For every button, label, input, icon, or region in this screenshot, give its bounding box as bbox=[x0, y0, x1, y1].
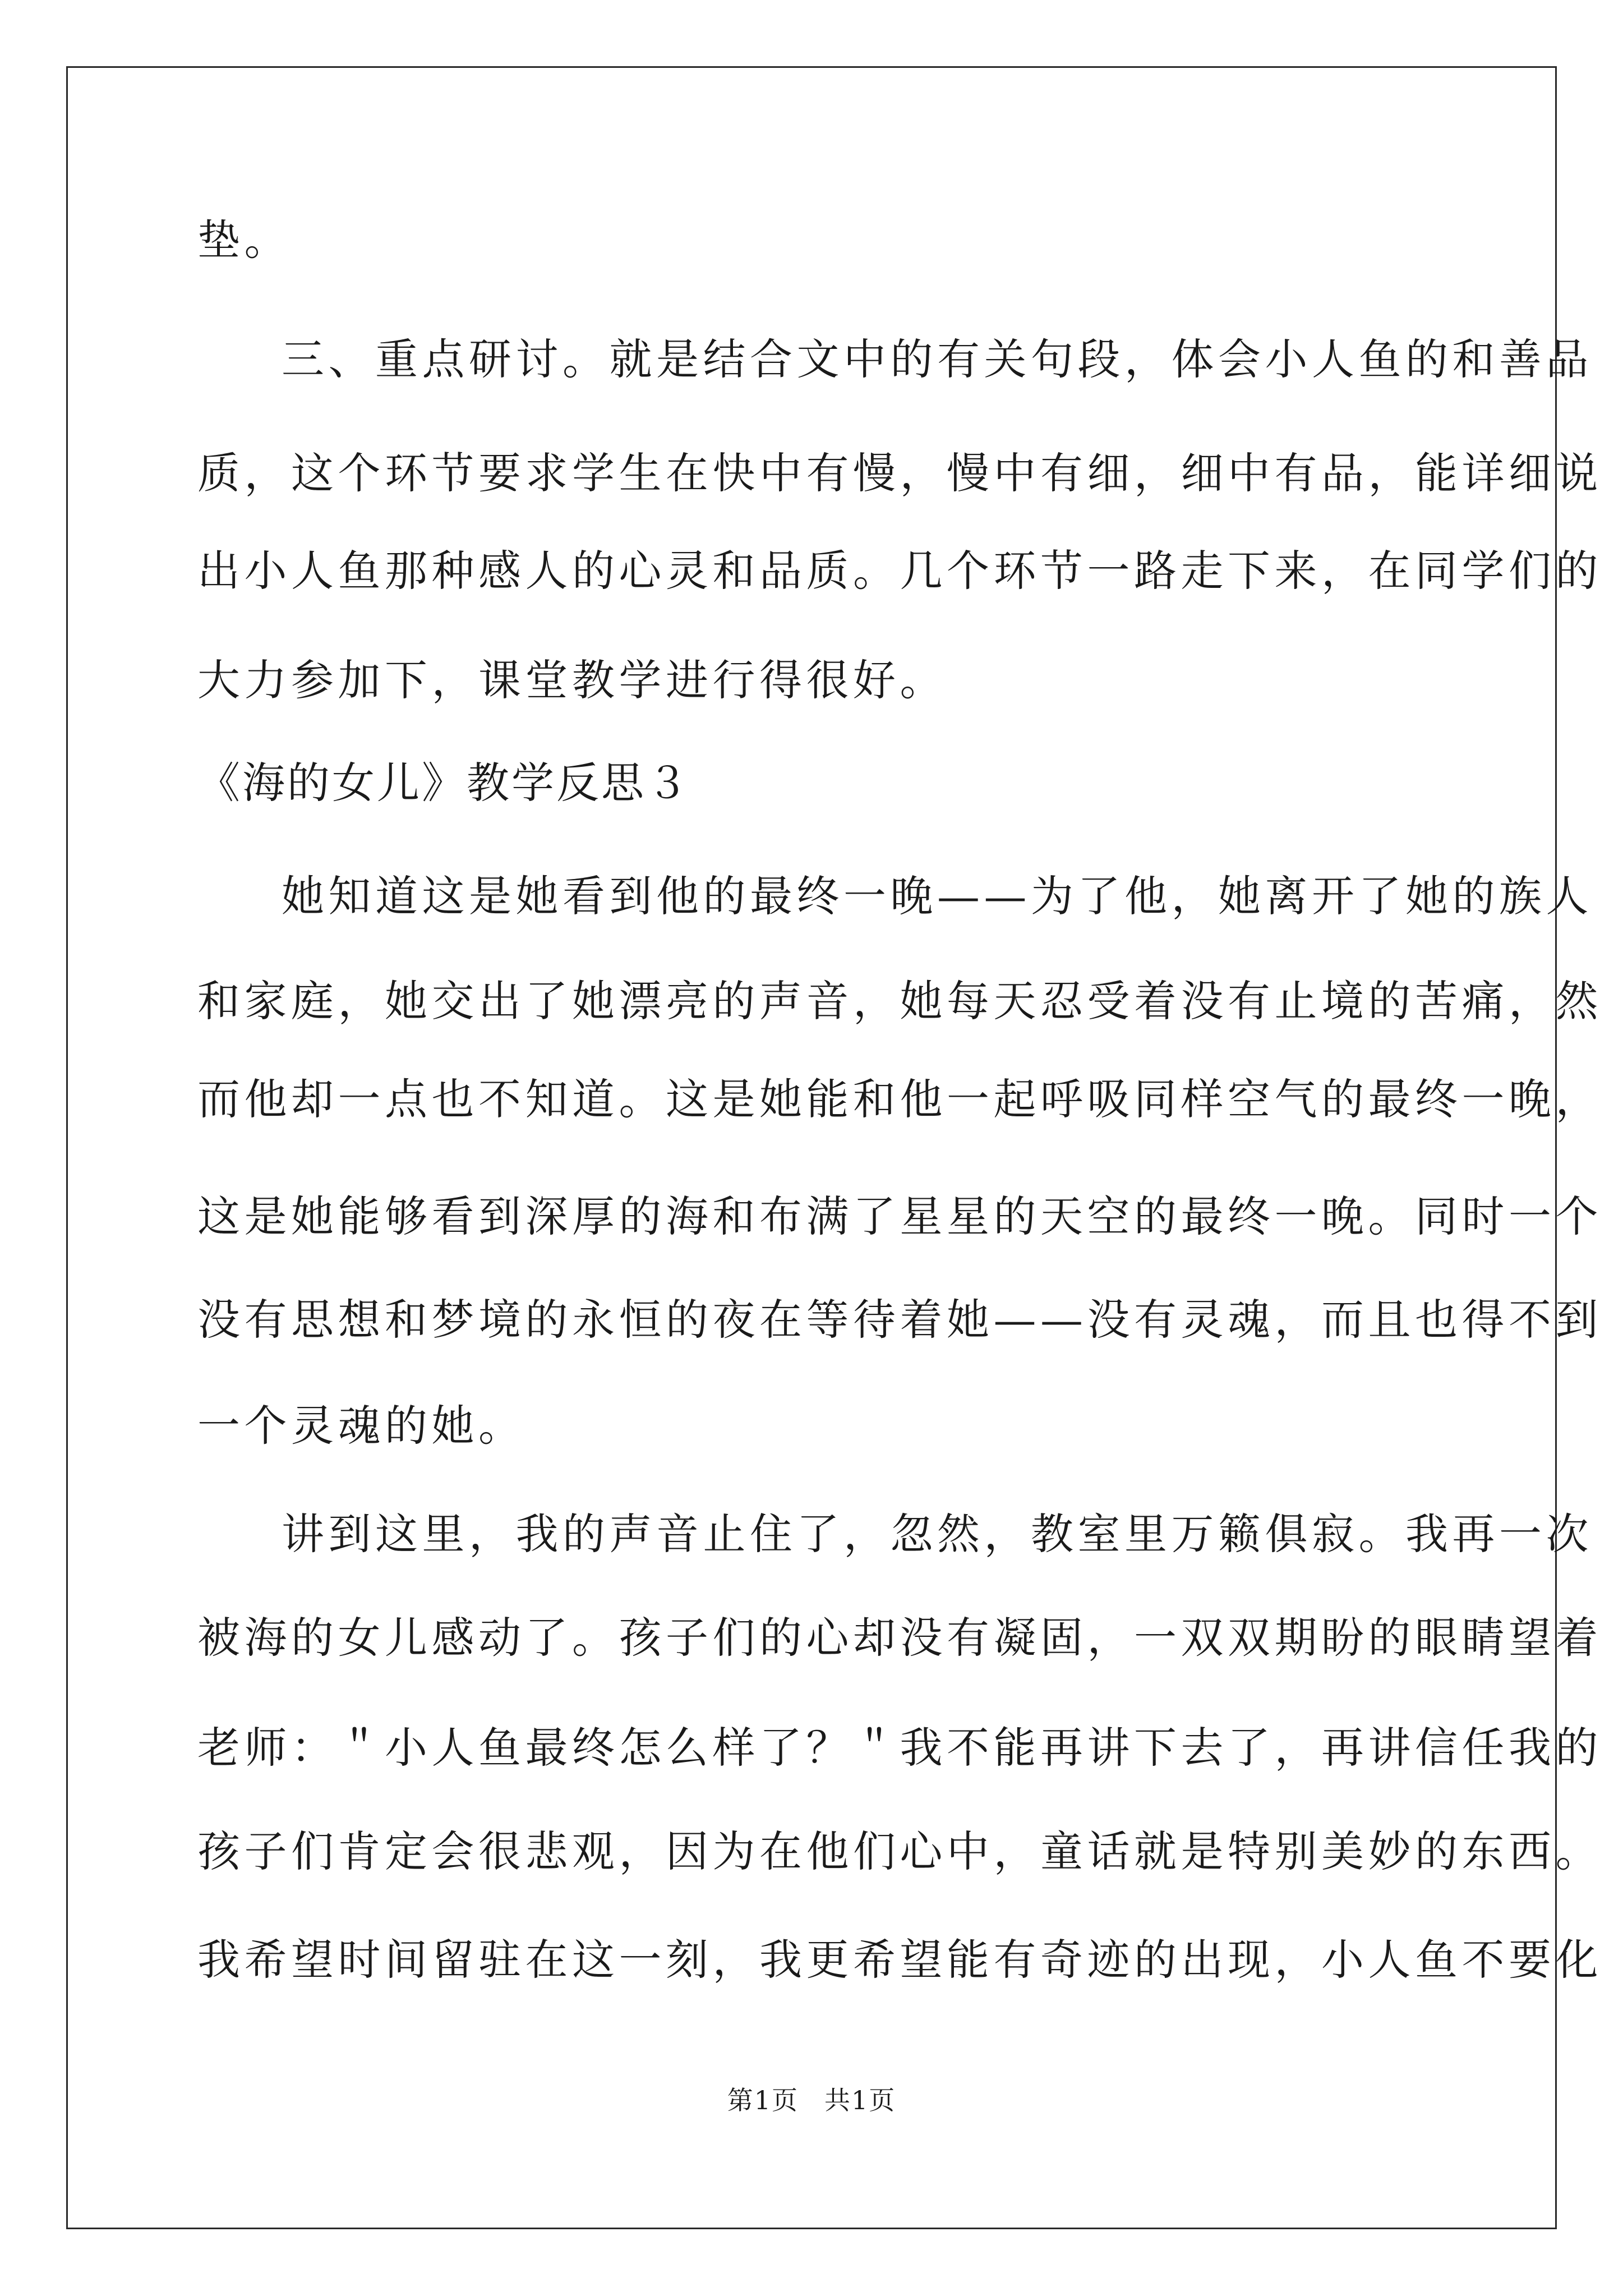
text-line: 被海的女儿感动了。孩子们的心却没有凝固，一双双期盼的眼睛望着 bbox=[197, 1613, 1602, 1663]
page-border bbox=[66, 66, 1557, 2229]
text-line: 垫。 bbox=[197, 215, 291, 265]
paragraph-start: 她知道这是她看到他的最终一晚——为了他，她离开了她的族人 bbox=[282, 871, 1593, 921]
text-line: 老师：＂小人鱼最终怎么样了？＂我不能再讲下去了，再讲信任我的 bbox=[197, 1723, 1602, 1773]
text-line: 我希望时间留驻在这一刻，我更希望能有奇迹的出现，小人鱼不要化 bbox=[197, 1935, 1602, 1985]
text-line: 出小人鱼那种感人的心灵和品质。几个环节一路走下来，在同学们的 bbox=[197, 546, 1602, 596]
text-line: 而他却一点也不知道。这是她能和他一起呼吸同样空气的最终一晚， bbox=[197, 1074, 1602, 1124]
text-line: 没有思想和梦境的永恒的夜在等待着她——没有灵魂，而且也得不到 bbox=[197, 1295, 1602, 1345]
page-number: 第1页 bbox=[727, 2085, 799, 2115]
text-line: 大力参加下，课堂教学进行得很好。 bbox=[197, 655, 947, 705]
paragraph-start: 讲到这里，我的声音止住了，忽然，教室里万籁俱寂。我再一次 bbox=[282, 1509, 1593, 1559]
paragraph-start: 三、重点研讨。就是结合文中的有关句段，体会小人鱼的和善品 bbox=[282, 334, 1593, 384]
text-line: 和家庭，她交出了她漂亮的声音，她每天忍受着没有止境的苦痛，然 bbox=[197, 976, 1602, 1026]
section-heading: 《海的女儿》教学反思３ bbox=[197, 758, 691, 808]
text-line: 质，这个环节要求学生在快中有慢，慢中有细，细中有品，能详细说 bbox=[197, 448, 1602, 498]
text-line: 孩子们肯定会很悲观，因为在他们心中，童话就是特别美妙的东西。 bbox=[197, 1826, 1602, 1876]
text-line: 一个灵魂的她。 bbox=[197, 1401, 525, 1451]
page-total: 共1页 bbox=[824, 2085, 896, 2115]
text-line: 这是她能够看到深厚的海和布满了星星的天空的最终一晚。同时一个 bbox=[197, 1191, 1602, 1241]
page-footer bbox=[0, 2083, 1623, 2117]
